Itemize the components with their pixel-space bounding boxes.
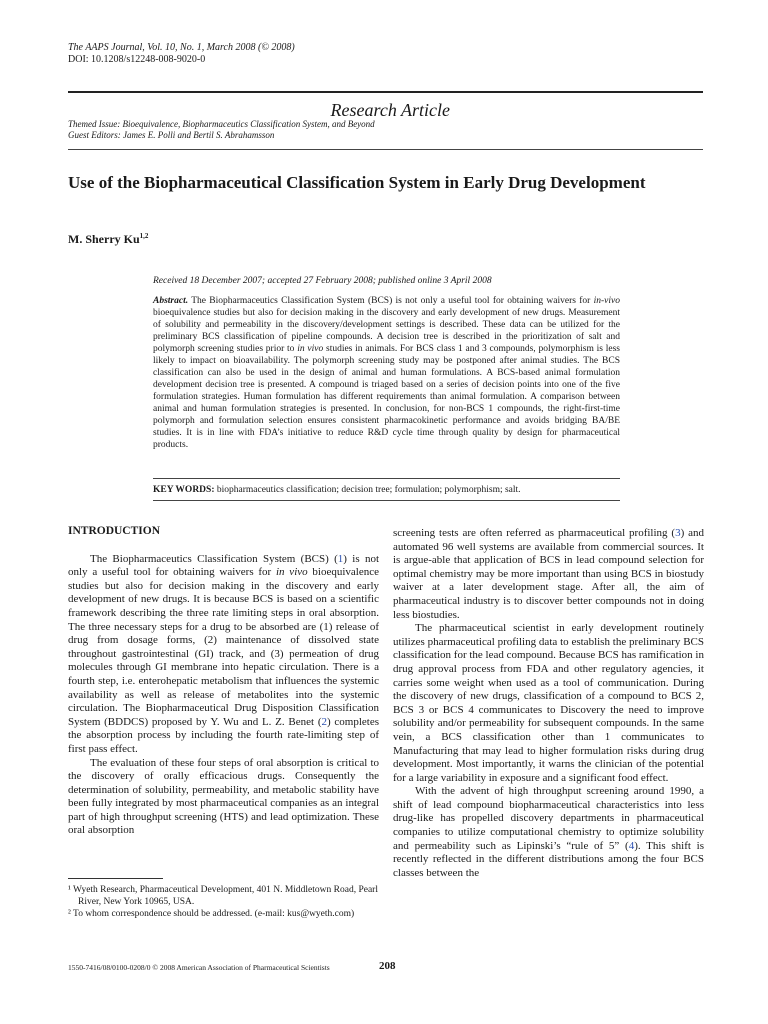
- guest-editors: Guest Editors: James E. Polli and Bertil S. Abrahamsson: [68, 130, 275, 140]
- footer-issn: 1550-7416/08/0100-0208/0 © 2008 American Association of Pharmaceutical Scientists: [68, 963, 330, 972]
- text-run: ) is not only a useful tool for obtaining waivers for: [68, 552, 379, 579]
- italic-run: in vivo: [275, 566, 308, 579]
- citation-link[interactable]: 3: [675, 527, 681, 539]
- abstract-text-1: The Biopharmaceutics Classification System (BCS) is not only a useful tool for obtaining waivers for: [188, 296, 594, 306]
- abstract-italic-2: in vivo: [297, 344, 324, 354]
- article-type: Research Article: [330, 100, 450, 120]
- author: [68, 232, 148, 247]
- themed-issue-block: [68, 119, 375, 141]
- citation-link[interactable]: 4: [628, 839, 635, 852]
- paragraph: [393, 527, 704, 622]
- paragraph: The evaluation of these four steps of oral absorption is critical to the discovery of orally efficacious drugs. Consequently the determination of solubility, permeability, and metabolic stability have been fully integrated by most pharmaceutical companies as an integral part of high throughput screening (HTS) and lead optimization. These oral absorption: [68, 756, 379, 837]
- abstract-label: Abstract.: [153, 296, 189, 306]
- keywords-bottom-rule: [153, 500, 620, 501]
- text-run: The Biopharmaceutics Classification System (BCS) (: [90, 552, 338, 565]
- top-rule: [68, 91, 703, 93]
- page-number: 208: [379, 960, 396, 972]
- right-column: [393, 527, 704, 880]
- paper-title: Use of the Biopharmaceutical Classification System in Early Drug Development: [68, 173, 646, 192]
- abstract-italic-1: in-vivo: [593, 296, 620, 306]
- footnotes: [68, 884, 379, 920]
- abstract-text-2: bioequivalence studies but also for decision making in the discovery and early development of new drugs. Measurement of solubility and permeability in the discovery/development settings is described. These data can be utilized for the preliminary BCS classification of pipeline compounds. A decision tree is described in the prioritization of salt and polymorph screening studies prior to: [153, 308, 620, 354]
- footnote-2: ² To whom correspondence should be addressed. (e-mail: kus@wyeth.com): [68, 909, 355, 919]
- keywords-top-rule: [153, 478, 620, 479]
- keywords-text: biopharmaceutics classification; decision tree; formulation; polymorphism; salt.: [214, 485, 521, 495]
- abstract: [153, 295, 620, 451]
- themed-issue: Themed Issue: Bioequivalence, Biopharmaceutics Classification System, and Beyond: [68, 119, 375, 129]
- author-name: M. Sherry Ku: [68, 232, 140, 246]
- footnote-1: ¹ Wyeth Research, Pharmaceutical Development, 401 N. Middletown Road, Pearl River, New York 10965, USA.: [68, 885, 378, 907]
- text-run: bioequivalence studies but also for decision making in the discovery and early development of new drugs. It is because BCS is based on a scientific framework describing the three rate limiting steps in oral absorption. The three necessary steps for a drug to be absorbed are (1) release of drug from dosage forms, (2) maintenance of dissolved state throughout gastrointestinal (GI) track, and (3) permeation of drug molecules through GI membrane into hepatic circulation. There is a fourth step, i.e. enterohepatic metabolism that influences the systemic availability as well as release of metabolites into the systemic circulation. The Biopharmaceutical Drug Disposition Classification System (BDDCS) proposed by Y. Wu and L. Z. Benet (: [68, 566, 379, 728]
- journal-citation: The AAPS Journal, Vol. 10, No. 1, March 2008 (© 2008): [68, 42, 295, 53]
- doi[interactable]: DOI: 10.1208/s12248-008-9020-0: [68, 54, 206, 65]
- left-column: [68, 525, 379, 838]
- author-affiliation-marks: 1,2: [139, 232, 149, 240]
- footnote-rule: [68, 878, 163, 879]
- keywords: [153, 485, 620, 495]
- abstract-text-3: studies in animals. For BCS class 1 and 3 compounds, polymorphism is less likely to impact on bioavailability. The polymorph screening study may be postponed after animal studies. The BCS classification can also be used in the design of animal and human formulations. A BCS-based animal formulation development decision tree is presented. A compound is triaged based on a series of decision points into one of the five formulation strategies. Human formulation has different requirements than animal formulation. A comparison between animal and human formulation strategies is presented. In conclusion, for non-BCS 1 compounds, the right-first-time polymorph and formulation selection ensures consistent pharmacokinetic performance and avoids bridging BA/BE studies. It is in line with FDA’s initiative to reduce R&D cycle time through quality by design for pharmaceutical products.: [153, 344, 621, 450]
- paragraph: [393, 785, 704, 880]
- text-run: ) and automated 96 well systems are available from commercial sources. It is argue-able that application of BCS in lead compound selection for optimal chemistry may be more important than using BCS in biostudy waiver at a later development stage. After all, the aim of pharmaceutical industry is to discover better compounds not in doing less biostudies.: [393, 527, 704, 621]
- citation-link[interactable]: 2: [321, 715, 327, 728]
- journal-header: [68, 42, 295, 66]
- citation-link[interactable]: 1: [337, 552, 344, 565]
- text-run: ). This shift is recently reflected in the different distributions among the four BCS classes between the: [393, 839, 705, 879]
- text-run: screening tests are often referred as pharmaceutical profiling (: [393, 527, 676, 539]
- keywords-label: KEY WORDS:: [153, 485, 215, 495]
- paragraph: The pharmaceutical scientist in early development routinely utilizes pharmaceutical profiling data to establish the preliminary BCS classification for the lead compound. Because BCS has ramification in drug approval process from FDA and other regulatory agencies, it carries some weight when used as a tool of communication. During the discovery of new drugs, classification of a compound to BCS 2, BCS 3 or BCS 4 communicates to Discovery the need to improve solubility and/or permeability for subsequent compounds. In the same vein, a BCS classification other than 1 communicates to Manufacturing that may lead to higher formulation risks during drug development. Most importantly, it warns the clinician of the potential for a large variability in exposure and a significant food effect.: [393, 622, 704, 784]
- section-heading: INTRODUCTION: [68, 525, 161, 537]
- paragraph: [68, 553, 379, 757]
- received-dates: Received 18 December 2007; accepted 27 February 2008; published online 3 April 2008: [153, 276, 492, 286]
- text-run: ) completes the absorption process by including the fourth rate-limiting step of first pass effect.: [68, 715, 379, 755]
- text-run: With the advent of high throughput screening around 1990, a shift of lead compound biopharmaceutical characteristics into less drug-like has propelled discovery departments in pharmaceutical companies to utilize computational chemistry to optimize solubility and permeability such as Lipinski’s “rule of 5” (: [393, 785, 704, 852]
- header-divider: [68, 149, 703, 150]
